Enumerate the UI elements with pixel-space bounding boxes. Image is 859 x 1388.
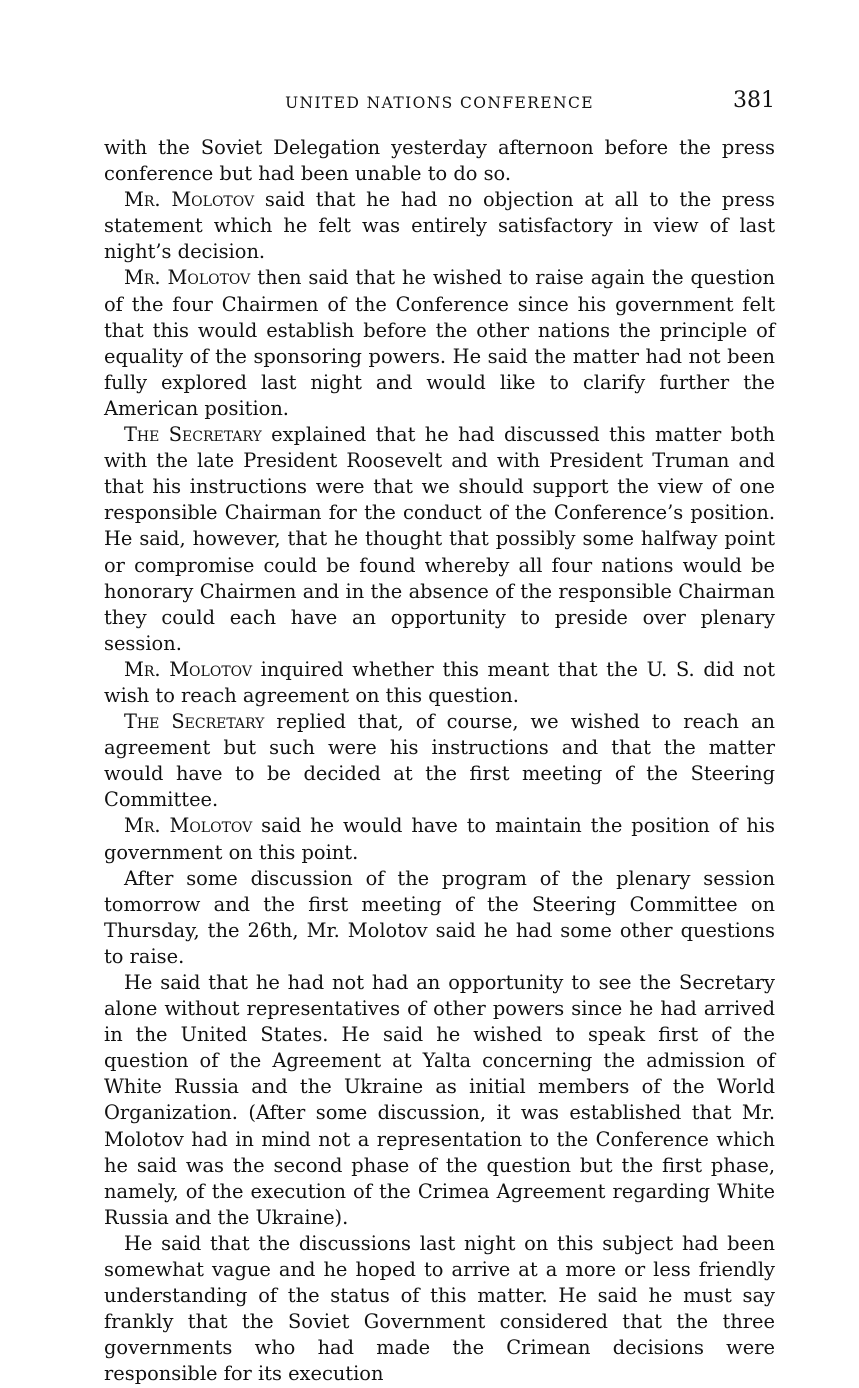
- paragraph: The Secretary explained that he had discussed this matter both with the late President Roosevelt and with President Truman and that his instructions were that we should support the view of one responsible Chairman for the conduct of the Conference’s position. He said, however, that he thought that possibly some halfway point or compromise could be found whereby all four nations would be honorary Chairmen and in the absence of the responsible Chairman they could each have an opportunity to preside over plenary session.: [104, 423, 775, 655]
- speaker-name: The Secretary: [124, 423, 262, 447]
- speaker-name: Mr. Molotov: [124, 188, 255, 212]
- speaker-name: Mr. Molotov: [124, 657, 252, 681]
- paragraph: After some discussion of the program of the plenary session tomorrow and the first meeting of the Steering Committee on Thursday, the 26th, Mr. Molotov said he had some other questions to raise.: [104, 866, 775, 968]
- paragraph: Mr. Molotov said that he had no objection at all to the press statement which he felt was entirely satisfactory in view of last night’s decision.: [104, 188, 775, 264]
- speaker-name: The Secretary: [124, 710, 265, 734]
- paragraph-continued: with the Soviet Delegation yesterday afternoon before the press conference but had been unable to do so.: [104, 136, 775, 186]
- speaker-name: Mr. Molotov: [124, 814, 253, 838]
- paragraph: The Secretary replied that, of course, we wished to reach an agreement but such were his instructions and that the matter would have to be decided at the first meeting of the Steering Committee.: [104, 710, 775, 812]
- paragraph: Mr. Molotov inquired whether this meant that the U. S. did not wish to reach agreement on this question.: [104, 657, 775, 707]
- paragraph: He said that he had not had an opportunity to see the Secretary alone without representatives of other powers since he had arrived in the United States. He said he wished to speak first of the question of the Agreement at Yalta concerning the admission of White Russia and the Ukraine as initial members of the World Organization. (After some discussion, it was established that Mr. Molotov had in mind not a representation to the Conference which he said was the second phase of the question but the first phase, namely, of the execution of the Crimea Agreement regarding White Russia and the Ukraine).: [104, 971, 775, 1229]
- page-number: 381: [733, 88, 775, 113]
- speaker-name: Mr. Molotov: [124, 266, 251, 290]
- body-text: [104, 135, 775, 1388]
- running-title: UNITED NATIONS CONFERENCE: [285, 94, 594, 112]
- paragraph: He said that the discussions last night on this subject had been somewhat vague and he hoped to arrive at a more or less friendly understanding of the status of this matter. He said he must say frankly that the Soviet Government considered that the three governments who had made the Crimean decisions were responsible for its execution: [104, 1231, 775, 1386]
- running-header: [104, 88, 775, 118]
- paragraph: Mr. Molotov said he would have to maintain the position of his government on this point.: [104, 814, 775, 864]
- paragraph: Mr. Molotov then said that he wished to raise again the question of the four Chairmen of the Conference since his government felt that this would establish before the other nations the principle of equality of the sponsoring powers. He said the matter had not been fully explored last night and would like to clarify further the American position.: [104, 266, 775, 420]
